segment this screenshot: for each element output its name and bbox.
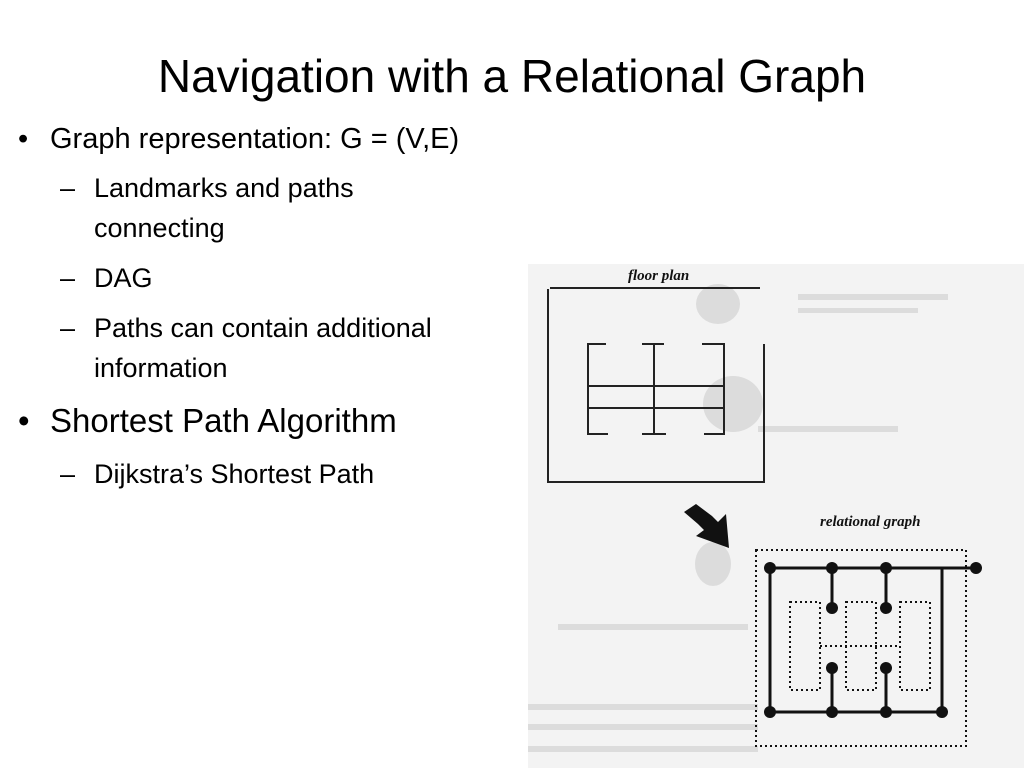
floorplan-graph-figure [528,264,1024,768]
dash-icon: – [60,173,76,203]
dash-icon: – [60,459,76,489]
sub-bullet-text: Paths can contain additional information [94,313,432,383]
sub-bullet-text: Landmarks and paths connecting [94,173,354,243]
floor-plan-label: floor plan [628,268,690,284]
sub-bullet-text: DAG [94,263,153,293]
bullet-text: Shortest Path Algorithm [50,402,397,439]
bullet-dot-icon: • [18,402,30,439]
slide-title: Navigation with a Relational Graph [157,50,867,102]
bullet-dot-icon: • [18,123,29,155]
dash-icon: – [60,313,76,343]
bullet-text: Graph representation: G = (V,E) [50,123,460,155]
dash-icon: – [60,263,76,293]
relational-graph-label: relational graph [820,514,921,530]
sub-bullet-text: Dijkstra’s Shortest Path [94,459,375,489]
